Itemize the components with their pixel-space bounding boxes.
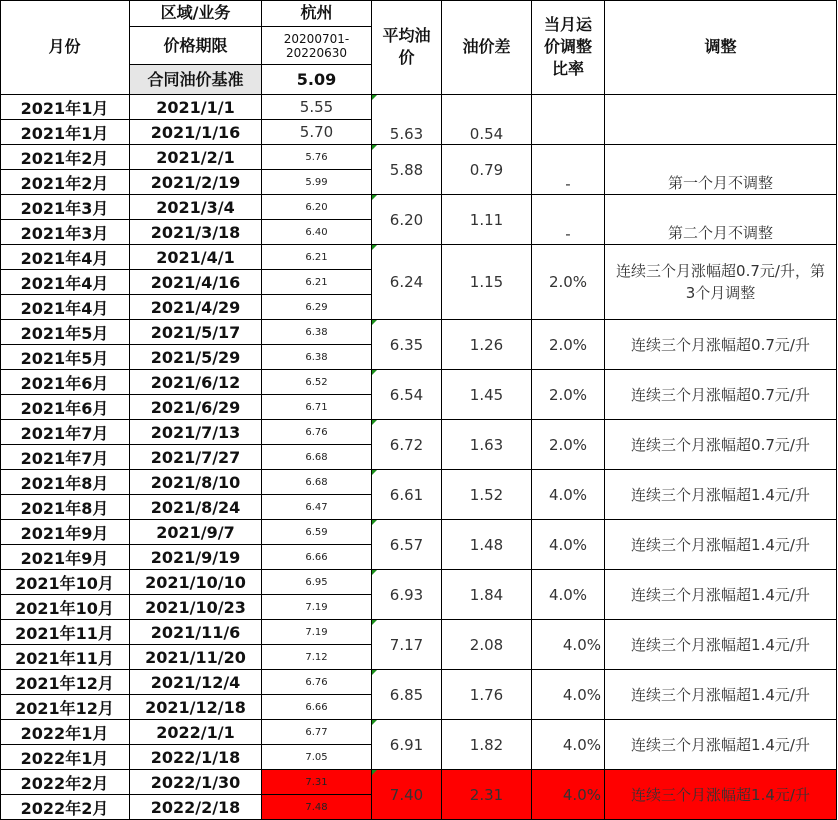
row-date: 2021/4/16 — [130, 270, 262, 295]
row-month: 2021年3月 — [0, 220, 130, 245]
group-price-diff: 1.76 — [442, 670, 532, 720]
row-month: 2021年3月 — [0, 195, 130, 220]
row-price: 6.47 — [262, 495, 372, 520]
row-price: 6.52 — [262, 370, 372, 395]
group-avg-price: 5.63 — [372, 95, 442, 145]
row-month: 2021年11月 — [0, 645, 130, 670]
group-adjust: 连续三个月涨幅超1.4元/升 — [605, 720, 837, 770]
row-month: 2021年10月 — [0, 595, 130, 620]
row-price: 6.40 — [262, 220, 372, 245]
row-price: 6.68 — [262, 470, 372, 495]
row-month: 2022年1月 — [0, 720, 130, 745]
header-region-business: 区域/业务 — [130, 0, 262, 27]
row-date: 2022/1/30 — [130, 770, 262, 795]
row-month: 2021年11月 — [0, 620, 130, 645]
group-avg-price: 7.40 — [372, 770, 442, 820]
row-date: 2021/9/7 — [130, 520, 262, 545]
row-date: 2021/6/29 — [130, 395, 262, 420]
header-period-range: 20200701-20220630 — [262, 27, 372, 65]
group-avg-price: 6.91 — [372, 720, 442, 770]
group-price-diff: 1.15 — [442, 245, 532, 320]
group-freight-ratio: 4.0% — [532, 770, 605, 820]
group-price-diff: 0.79 — [442, 145, 532, 195]
header-contract-base: 合同油价基准 — [130, 65, 262, 95]
group-avg-price: 6.54 — [372, 370, 442, 420]
group-price-diff: 1.45 — [442, 370, 532, 420]
row-month: 2021年4月 — [0, 270, 130, 295]
row-price: 6.66 — [262, 545, 372, 570]
row-month: 2021年1月 — [0, 120, 130, 145]
row-date: 2021/12/18 — [130, 695, 262, 720]
group-adjust: 连续三个月涨幅超0.7元/升，第3个月调整 — [605, 245, 837, 320]
group-avg-price: 6.61 — [372, 470, 442, 520]
header-price-period: 价格期限 — [130, 27, 262, 65]
row-price: 6.68 — [262, 445, 372, 470]
row-price: 7.19 — [262, 595, 372, 620]
group-price-diff: 1.48 — [442, 520, 532, 570]
group-adjust: 连续三个月涨幅超1.4元/升 — [605, 670, 837, 720]
row-month: 2021年12月 — [0, 695, 130, 720]
row-month: 2021年4月 — [0, 245, 130, 270]
row-month: 2021年8月 — [0, 495, 130, 520]
row-month: 2021年9月 — [0, 545, 130, 570]
group-freight-ratio: - — [532, 195, 605, 245]
row-month: 2021年10月 — [0, 570, 130, 595]
row-price: 5.99 — [262, 170, 372, 195]
header-city: 杭州 — [262, 0, 372, 27]
group-avg-price: 7.17 — [372, 620, 442, 670]
row-date: 2022/1/1 — [130, 720, 262, 745]
header-month: 月份 — [0, 0, 130, 95]
row-price: 6.76 — [262, 420, 372, 445]
row-date: 2021/11/20 — [130, 645, 262, 670]
row-date: 2022/1/18 — [130, 745, 262, 770]
row-price: 6.59 — [262, 520, 372, 545]
row-month: 2021年9月 — [0, 520, 130, 545]
row-price: 6.38 — [262, 345, 372, 370]
row-price: 7.31 — [262, 770, 372, 795]
group-adjust: 连续三个月涨幅超0.7元/升 — [605, 370, 837, 420]
group-freight-ratio: 4.0% — [532, 570, 605, 620]
group-freight-ratio: 2.0% — [532, 420, 605, 470]
group-freight-ratio: 4.0% — [532, 620, 605, 670]
row-price: 5.55 — [262, 95, 372, 120]
row-month: 2021年6月 — [0, 370, 130, 395]
row-month: 2021年5月 — [0, 320, 130, 345]
row-date: 2021/6/12 — [130, 370, 262, 395]
row-month: 2021年2月 — [0, 170, 130, 195]
row-date: 2021/5/17 — [130, 320, 262, 345]
row-month: 2021年6月 — [0, 395, 130, 420]
row-date: 2021/11/6 — [130, 620, 262, 645]
group-avg-price: 6.72 — [372, 420, 442, 470]
header-price-diff: 油价差 — [442, 0, 532, 95]
row-price: 6.21 — [262, 270, 372, 295]
row-month: 2021年2月 — [0, 145, 130, 170]
group-adjust: 连续三个月涨幅超1.4元/升 — [605, 570, 837, 620]
group-freight-ratio: 2.0% — [532, 370, 605, 420]
row-price: 6.20 — [262, 195, 372, 220]
row-date: 2021/7/13 — [130, 420, 262, 445]
group-avg-price: 6.24 — [372, 245, 442, 320]
row-price: 6.76 — [262, 670, 372, 695]
row-date: 2021/3/18 — [130, 220, 262, 245]
group-avg-price: 5.88 — [372, 145, 442, 195]
row-date: 2021/12/4 — [130, 670, 262, 695]
group-freight-ratio: 4.0% — [532, 520, 605, 570]
group-avg-price: 6.93 — [372, 570, 442, 620]
group-adjust: 连续三个月涨幅超0.7元/升 — [605, 320, 837, 370]
group-price-diff: 1.52 — [442, 470, 532, 520]
group-freight-ratio: 2.0% — [532, 320, 605, 370]
row-month: 2021年12月 — [0, 670, 130, 695]
group-adjust: 连续三个月涨幅超1.4元/升 — [605, 470, 837, 520]
group-freight-ratio: 4.0% — [532, 670, 605, 720]
row-month: 2022年2月 — [0, 795, 130, 820]
row-date: 2021/10/23 — [130, 595, 262, 620]
row-date: 2021/1/1 — [130, 95, 262, 120]
row-date: 2021/4/1 — [130, 245, 262, 270]
row-price: 7.48 — [262, 795, 372, 820]
row-date: 2022/2/18 — [130, 795, 262, 820]
group-freight-ratio — [532, 95, 605, 145]
group-adjust: 第一个月不调整 — [605, 145, 837, 195]
row-price: 5.76 — [262, 145, 372, 170]
row-price: 6.71 — [262, 395, 372, 420]
row-price: 6.21 — [262, 245, 372, 270]
group-price-diff: 1.84 — [442, 570, 532, 620]
header-base-value: 5.09 — [262, 65, 372, 95]
row-month: 2022年2月 — [0, 770, 130, 795]
row-date: 2021/8/24 — [130, 495, 262, 520]
group-price-diff: 2.31 — [442, 770, 532, 820]
row-date: 2021/10/10 — [130, 570, 262, 595]
group-avg-price: 6.57 — [372, 520, 442, 570]
group-freight-ratio: 4.0% — [532, 720, 605, 770]
group-avg-price: 6.85 — [372, 670, 442, 720]
header-adjust: 调整 — [605, 0, 837, 95]
group-avg-price: 6.20 — [372, 195, 442, 245]
group-price-diff: 2.08 — [442, 620, 532, 670]
group-adjust — [605, 95, 837, 145]
group-adjust: 连续三个月涨幅超1.4元/升 — [605, 520, 837, 570]
group-adjust: 连续三个月涨幅超0.7元/升 — [605, 420, 837, 470]
row-month: 2021年5月 — [0, 345, 130, 370]
group-avg-price: 6.35 — [372, 320, 442, 370]
row-date: 2021/2/19 — [130, 170, 262, 195]
group-adjust: 第二个月不调整 — [605, 195, 837, 245]
row-price: 5.70 — [262, 120, 372, 145]
row-date: 2021/7/27 — [130, 445, 262, 470]
row-date: 2021/3/4 — [130, 195, 262, 220]
row-price: 7.12 — [262, 645, 372, 670]
row-date: 2021/8/10 — [130, 470, 262, 495]
group-price-diff: 1.26 — [442, 320, 532, 370]
group-freight-ratio: 4.0% — [532, 470, 605, 520]
row-price: 7.19 — [262, 620, 372, 645]
row-price: 6.38 — [262, 320, 372, 345]
row-month: 2021年4月 — [0, 295, 130, 320]
row-date: 2021/1/16 — [130, 120, 262, 145]
group-price-diff: 1.11 — [442, 195, 532, 245]
row-month: 2021年1月 — [0, 95, 130, 120]
group-price-diff: 1.63 — [442, 420, 532, 470]
group-adjust: 连续三个月涨幅超1.4元/升 — [605, 770, 837, 820]
row-month: 2021年8月 — [0, 470, 130, 495]
group-freight-ratio: 2.0% — [532, 245, 605, 320]
group-price-diff: 0.54 — [442, 95, 532, 145]
row-month: 2022年1月 — [0, 745, 130, 770]
row-date: 2021/5/29 — [130, 345, 262, 370]
row-month: 2021年7月 — [0, 445, 130, 470]
row-price: 6.29 — [262, 295, 372, 320]
group-freight-ratio: - — [532, 145, 605, 195]
row-price: 6.77 — [262, 720, 372, 745]
row-price: 7.05 — [262, 745, 372, 770]
row-date: 2021/9/19 — [130, 545, 262, 570]
header-avg-price: 平均油价 — [372, 0, 442, 95]
row-date: 2021/2/1 — [130, 145, 262, 170]
header-freight-ratio: 当月运价调整比率 — [532, 0, 605, 95]
row-date: 2021/4/29 — [130, 295, 262, 320]
row-month: 2021年7月 — [0, 420, 130, 445]
group-price-diff: 1.82 — [442, 720, 532, 770]
row-price: 6.95 — [262, 570, 372, 595]
group-adjust: 连续三个月涨幅超1.4元/升 — [605, 620, 837, 670]
row-price: 6.66 — [262, 695, 372, 720]
